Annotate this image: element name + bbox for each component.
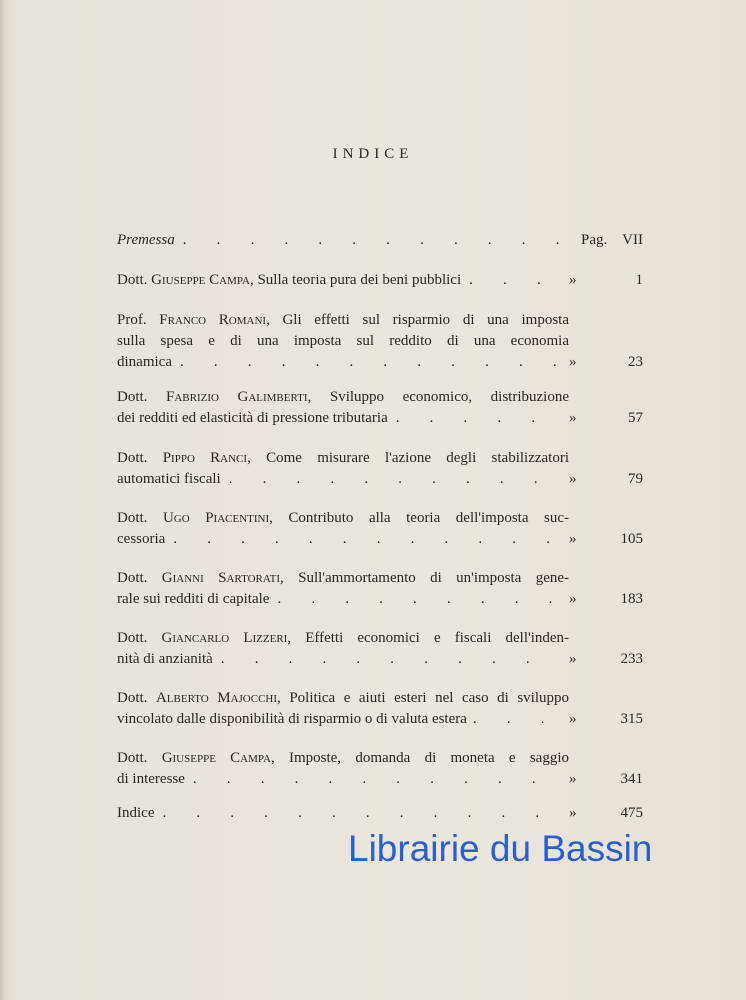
author-title: Prof.	[117, 312, 147, 328]
dot-leader	[396, 408, 559, 428]
page-number: 105	[620, 531, 643, 547]
entry-line	[117, 508, 569, 528]
page-number: 1	[635, 272, 643, 288]
entry-title: , Sviluppo economico, distribuzione	[307, 389, 570, 405]
ditto-marker: »	[569, 410, 577, 426]
toc-entry-indice	[117, 803, 643, 823]
toc-entry	[117, 387, 643, 428]
dot-leader	[277, 589, 559, 609]
entry-line: sulla spesa e di una imposta sul reddito di una economia	[117, 333, 569, 349]
entry-line: dei redditi ed elasticità di pressione tributaria	[117, 410, 388, 426]
dot-leader	[183, 230, 571, 250]
page-number: VII	[622, 232, 643, 248]
entry-title: , Effetti economici e fiscali dell'inden-	[287, 630, 570, 646]
entry-line: dinamica	[117, 354, 172, 370]
ditto-marker: »	[569, 272, 577, 288]
page-number: 57	[628, 410, 643, 426]
toc-entry	[117, 270, 643, 290]
entry-title: Premessa	[117, 232, 175, 248]
author-name: Franco Romani	[159, 312, 267, 328]
entry-line	[117, 628, 569, 648]
page-title: INDICE	[332, 146, 414, 162]
entry-line: nità di anzianità	[117, 651, 213, 667]
dot-leader	[469, 270, 559, 290]
author-name: Gianni Sartorati	[161, 570, 280, 586]
entry-line	[117, 310, 569, 330]
ditto-marker: »	[569, 805, 577, 821]
page-number: 341	[620, 771, 643, 787]
entry-line	[117, 688, 569, 708]
ditto-marker: »	[569, 471, 577, 487]
toc-entry	[117, 508, 643, 549]
toc-entry	[117, 568, 643, 609]
author-title: Dott.	[117, 510, 148, 526]
entry-title: , Contributo alla teoria dell'imposta suc-	[269, 510, 569, 526]
dot-leader	[180, 352, 559, 372]
toc-entry	[117, 310, 643, 372]
author-name: Alberto Majocchi	[155, 690, 278, 706]
page-number: 79	[628, 471, 643, 487]
author-name: Giuseppe Campa	[161, 750, 271, 766]
dot-leader	[473, 709, 563, 729]
author-title: Dott.	[117, 450, 148, 466]
author-title: Dott.	[117, 389, 148, 405]
entry-title: , Come misurare l'azione degli stabilizzatori	[247, 450, 569, 466]
entry-line	[117, 448, 569, 468]
toc-entry	[117, 748, 643, 789]
toc-entry	[117, 688, 643, 729]
pag-label: Pag.	[581, 232, 608, 248]
author-title: Dott.	[117, 272, 148, 288]
ditto-marker: »	[569, 531, 577, 547]
page-number: 475	[620, 805, 643, 821]
ditto-marker: »	[569, 771, 577, 787]
author-title: Dott.	[117, 690, 148, 706]
dot-leader	[193, 769, 559, 789]
entry-text	[117, 270, 461, 290]
entry-title: , Sulla teoria pura dei beni pubblici	[249, 272, 462, 288]
author-name: Fabrizio Galimberti	[165, 389, 308, 405]
entry-line	[117, 568, 569, 588]
page-number: 233	[620, 651, 643, 667]
author-title: Dott.	[117, 750, 148, 766]
entry-line: cessoria	[117, 531, 166, 547]
author-name: Ugo Piacentini	[162, 510, 270, 526]
page-number: 183	[620, 591, 643, 607]
author-title: Dott.	[117, 630, 148, 646]
ditto-marker: »	[569, 651, 577, 667]
author-name: Giancarlo Lizzeri	[161, 630, 288, 646]
entry-line	[117, 387, 569, 407]
entry-title: , Gli effetti sul risparmio di una imposta	[266, 312, 569, 328]
entry-line: di interesse	[117, 771, 185, 787]
entry-title: Indice	[117, 805, 155, 821]
entry-title: , Politica e aiuti esteri nel caso di sviluppo	[277, 690, 570, 706]
toc-entry-premessa	[117, 230, 643, 250]
entry-line: vincolato dalle disponibilità di risparmio o di valuta estera	[117, 711, 467, 727]
toc-entry	[117, 628, 643, 669]
dot-leader	[229, 469, 559, 489]
dot-leader	[162, 803, 559, 823]
page-number: 315	[620, 711, 643, 727]
ditto-marker: »	[569, 591, 577, 607]
toc-entry	[117, 448, 643, 489]
author-name: Giuseppe Campa	[151, 272, 250, 288]
dot-leader	[221, 649, 559, 669]
entry-line: automatici fiscali	[117, 471, 221, 487]
author-title: Dott.	[117, 570, 148, 586]
entry-line	[117, 748, 569, 768]
dot-leader	[173, 529, 559, 549]
ditto-marker: »	[569, 711, 577, 727]
entry-title: , Imposte, domanda di moneta e saggio	[270, 750, 569, 766]
ditto-marker: »	[569, 354, 577, 370]
author-name: Pippo Ranci	[162, 450, 248, 466]
seller-watermark: Librairie du Bassin	[348, 828, 653, 869]
entry-title: , Sull'ammortamento di un'imposta gene-	[280, 570, 569, 586]
page-number: 23	[628, 354, 643, 370]
entry-line: rale sui redditi di capitale	[117, 591, 270, 607]
